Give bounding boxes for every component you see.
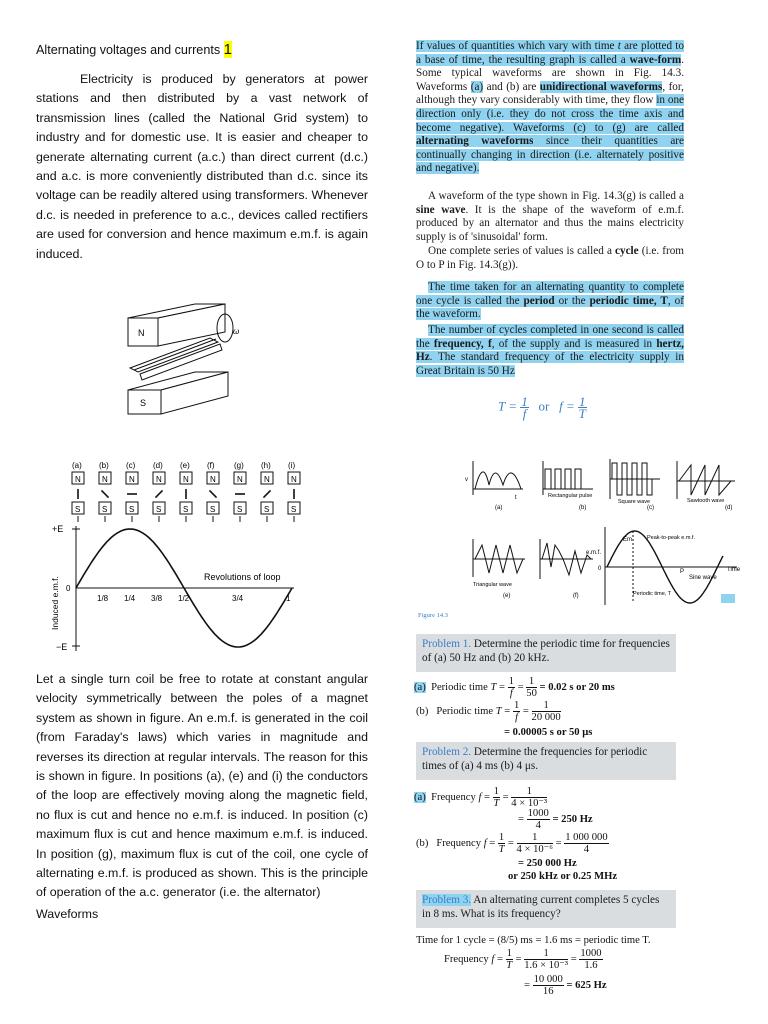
p1-b-den: 20 000 — [531, 712, 561, 723]
rect-pulse-label: Rectangular pulse — [548, 493, 593, 499]
revolution-tick-label: 1/8 — [97, 594, 109, 603]
waveform-label: (b) — [579, 505, 587, 511]
position-label: (d) — [153, 461, 163, 470]
triangular-label: Triangular wave — [473, 582, 512, 588]
sawtooth-label: Sawtooth wave — [687, 498, 725, 504]
s-pole-letter: S — [264, 505, 270, 514]
problem-3-text: An alternating current completes 5 cycles in 8 ms. What is its frequency? — [422, 894, 660, 920]
induced-emf-label: Induced e.m.f. — [50, 576, 60, 630]
formula-eq-2: = — [566, 398, 575, 414]
p1-span: unidirectional waveforms — [539, 80, 663, 93]
s-pole-letter: S — [129, 505, 135, 514]
p3-n3: 10 000 — [533, 974, 563, 985]
p1-span: since their quantities are continually changing in direction (i.e. alternately positive and negative). — [416, 135, 684, 175]
p1-span: If values of quantities which vary with time — [416, 40, 618, 52]
formula-frac-1 — [520, 396, 529, 419]
p3-d2: 1.6 — [584, 960, 598, 971]
revolution-tick-label: 1/4 — [124, 594, 136, 603]
p-label: P — [680, 569, 685, 575]
waveform-label: (c) — [647, 505, 654, 511]
problem-1-head: Problem 1. — [422, 638, 472, 650]
problem-2-box — [416, 742, 676, 780]
s-pole-letter: S — [291, 505, 297, 514]
problem-2-b-result-1: = 250 000 Hz — [518, 858, 577, 869]
coil-loop — [155, 490, 162, 497]
omega-label: ω — [233, 327, 240, 336]
periodic-label: Periodic time, T — [633, 591, 672, 597]
p1-b-label: (b) — [416, 705, 429, 717]
n-pole-letter: N — [291, 475, 297, 484]
position-label: (f) — [207, 461, 215, 470]
p2-a-label: (a) — [414, 791, 426, 803]
n-pole-letter: N — [264, 475, 270, 484]
p2-a-den: 4 × 10⁻³ — [511, 798, 548, 809]
formula-f: f — [559, 398, 563, 414]
p3-span: cycle — [615, 245, 639, 257]
formula-frac-2 — [578, 396, 587, 419]
p3-span: One complete series of values is called a — [428, 245, 616, 257]
p5-span: hertz, Hz — [416, 337, 684, 364]
waveforms-heading: Waveforms — [36, 907, 99, 921]
p3-d1: 1.6 × 10⁻³ — [524, 960, 569, 971]
emf-generation-graph — [44, 456, 324, 656]
p1-a-result: = 0.02 s or 20 ms — [539, 681, 615, 693]
p2-a-fq: Frequency — [431, 791, 476, 803]
problem-2-a: (a) Frequency f = $\frac{1}{T}$ = $\frac{1}{\text{4 × 10⁻³}}$ — [414, 786, 548, 809]
problem-1-b: (b) Periodic time T = $\frac{1}{f}$ = $\frac{1}{20 000}$ — [416, 700, 561, 723]
p1-span: and (b) are — [483, 80, 540, 93]
p3-d3: 16 — [542, 986, 554, 997]
square-wave-label: Square wave — [618, 499, 651, 505]
p2-b-label: (b) — [416, 837, 429, 849]
n-pole-letter: N — [129, 475, 135, 484]
formula-or: or — [538, 398, 550, 414]
problem-1-text: Determine the periodic time for frequencies of (a) 50 Hz and (b) 20 kHz. — [422, 638, 670, 664]
p1-span: t — [617, 40, 621, 52]
waveform-label: (e) — [503, 593, 511, 599]
position-label: (b) — [99, 461, 109, 470]
p3-n2: 1000 — [580, 948, 602, 959]
p1-a-pt: Periodic time — [431, 681, 488, 693]
n-pole-letter: N — [237, 475, 243, 484]
cycle-paragraph — [416, 245, 684, 272]
p2-span: . It is the shape of the waveform of e.m.f. produced by an alternator and thus the mains electricity supply is of 'sinusoidal' form. — [416, 203, 684, 243]
s-pole-label: S — [140, 398, 147, 408]
p2-a-d2: 4 — [535, 820, 541, 831]
p4-span: , of the waveform. — [416, 294, 684, 321]
title-text: Alternating voltages and currents — [36, 43, 221, 57]
problem-2-text: Determine the frequencies for periodic times of (a) 4 ms (b) 4 μs. — [422, 746, 648, 772]
ptp-label: Peak-to-peak e.m.f. — [647, 535, 695, 541]
revolution-tick-label: 3/4 — [232, 594, 244, 603]
p2-span: sine wave — [416, 203, 466, 216]
p1-b-pt: Periodic time — [436, 705, 494, 717]
position-label: (g) — [234, 461, 244, 470]
waveform-label: (a) — [495, 505, 503, 511]
problem-3-calc: Frequency f = $\frac{1}{T}$ = $\frac{1}{\text{1.6 × 10⁻³}}$ = $\frac{1000}{1.6}$ — [444, 948, 602, 971]
plus-e-label: +E — [52, 524, 64, 534]
coil-loop — [101, 490, 108, 497]
p1-a-label: (a) — [414, 681, 426, 693]
p5-span: The number of cycles completed in one second is called the — [416, 324, 684, 350]
frequency-paragraph — [416, 324, 684, 378]
waveform-label: (d) — [725, 505, 733, 511]
n-pole-label: N — [138, 328, 145, 338]
p1-a-den: 50 — [526, 688, 537, 699]
fig-v-label: v — [465, 477, 468, 483]
p2-b-d2: 4 — [583, 844, 590, 855]
p1-span: are plotted to a base of time, the resulting graph is called a — [416, 40, 685, 66]
revolution-tick-label: 3/8 — [151, 594, 163, 603]
period-paragraph — [416, 281, 684, 322]
time-label: Time — [727, 567, 741, 573]
coil-loop — [209, 490, 216, 497]
s-pole-letter: S — [183, 505, 189, 514]
position-label: (i) — [288, 461, 296, 470]
problem-1-box — [416, 634, 676, 672]
zero-label: 0 — [66, 584, 71, 593]
n-pole-letter: N — [183, 475, 189, 484]
revolutions-label: Revolutions of loop — [204, 572, 281, 582]
p1-span: . Some typical waveforms are shown in Fig. 14.3. Waveforms — [416, 53, 684, 93]
problem-3-box — [416, 890, 676, 928]
sine-wave-label: Sine wave — [689, 575, 717, 581]
p3-span: (i.e. from O to P in Fig. 14.3(g)). — [416, 245, 684, 271]
frac-num: 1 — [521, 394, 528, 409]
coil-loop — [263, 490, 270, 497]
problem-3-result: = $\frac{10 000}{16}$ = 625 Hz — [524, 974, 607, 997]
figure-caption: Figure 14.3 — [418, 612, 448, 619]
minus-e-label: −E — [56, 642, 68, 652]
em-label: Em — [623, 537, 632, 543]
p1-span: (a) — [470, 80, 484, 93]
n-pole-letter: N — [156, 475, 162, 484]
position-label: (a) — [72, 461, 82, 470]
problem-3-head: Problem 3. — [422, 894, 472, 906]
p4-span: periodic time, T — [589, 294, 668, 307]
position-label: (e) — [180, 461, 190, 470]
period-formula — [498, 396, 587, 419]
p2-b-fq: Frequency — [436, 837, 482, 849]
problem-1-a: (a) Periodic time T = $\frac{1}{f}$ = $\frac{1}{50}$ = 0.02 s or 20 ms — [414, 676, 615, 699]
formula-T: T — [498, 398, 505, 414]
revolution-tick-label: 1/2 — [178, 594, 190, 603]
formula-eq: = — [508, 398, 518, 414]
generator-magnet-figure — [100, 298, 275, 428]
p1-span: alternating waveforms — [416, 135, 534, 148]
p5-span: , of the supply and is measured in — [491, 337, 657, 350]
p5-span: . The standard frequency of the electricity supply in Great Britain is 50 Hz — [416, 351, 684, 377]
p2-span: A waveform of the type shown in Fig. 14.3(g) is called a — [428, 190, 684, 202]
problem-3-line-1: Time for 1 cycle = (8/5) ms = 1.6 ms = periodic time T. — [416, 935, 651, 946]
problem-2-a-2: = $\frac{1000}{4}$ = 250 Hz — [518, 808, 593, 831]
p2-a-n2: 1000 — [527, 808, 549, 819]
s-pole-letter: S — [102, 505, 108, 514]
fig-t-label: t — [515, 495, 517, 501]
n-pole-letter: N — [210, 475, 216, 484]
origin-label: 0 — [598, 566, 602, 572]
frac-den-2: T — [578, 406, 586, 421]
p4-span: The time taken for an alternating quantity to complete one cycle is called the — [416, 281, 684, 307]
problem-1-b-result: = 0.00005 s or 50 μs — [504, 727, 593, 738]
frac-num-2: 1 — [579, 394, 586, 409]
s-pole-letter: S — [237, 505, 243, 514]
s-pole-letter: S — [156, 505, 162, 514]
position-label: (h) — [261, 461, 271, 470]
p1-span: , for, although they vary considerably with time, they flow — [416, 80, 684, 107]
problem-2-b-result-2: or 250 kHz or 0.25 MHz — [508, 871, 618, 882]
frac-den: f — [522, 406, 527, 421]
p1-span: in one direction only (i.e. they do not cross the time axis and become negative). Waveforms (c) to (g) are called — [416, 94, 684, 134]
title-number: 1 — [223, 41, 232, 58]
page-title — [36, 40, 232, 60]
revolution-tick-label: 1 — [286, 594, 291, 603]
n-pole-letter: N — [75, 475, 81, 484]
p2-b-n2: 1 000 000 — [565, 832, 608, 843]
p3-result: = 625 Hz — [566, 979, 607, 991]
waveforms-figure — [455, 455, 745, 625]
p5-span: frequency, f — [433, 337, 492, 350]
p4-span: or the — [554, 294, 590, 307]
p4-span: period — [523, 294, 555, 307]
p1-span: wave-form — [629, 53, 682, 66]
s-pole-letter: S — [75, 505, 81, 514]
p3-fq: Frequency — [444, 953, 489, 965]
sine-wave-paragraph — [416, 190, 684, 244]
problem-2-b: (b) Frequency f = $\frac{1}{T}$ = $\frac{1}{\text{4 × 10⁻⁶}}$ = $\frac{1 000 000}{4}$ — [416, 832, 608, 855]
s-pole-letter: S — [210, 505, 216, 514]
waveform-label: (f) — [573, 593, 579, 599]
waveform-paragraph-1 — [416, 40, 684, 176]
p2-b-den: 4 × 10⁻⁶ — [516, 844, 553, 855]
intro-paragraph: Electricity is produced by generators at power stations and then distributed by a vast network of transmission lines (called the National Grid system) to industry and for domestic use. It is easier and cheaper to generate alternating current (a.c.) than direct current (d.c.) and a.c. is more conveniently distributed than d.c. since its voltage can be readily altered using transformers. Whenever d.c. is needed in preference to a.c., devices called rectifiers are used for conversion and hence maximum e.m.f. is again induced. — [36, 72, 368, 261]
p2-a-result: = 250 Hz — [552, 813, 593, 825]
problem-2-head: Problem 2. — [422, 746, 472, 758]
position-label: (c) — [126, 461, 136, 470]
emf-label: e.m.f. — [586, 550, 602, 556]
n-pole-letter: N — [102, 475, 108, 484]
coil-paragraph: Let a single turn coil be free to rotate at constant angular velocity symmetrically between the poles of a magnet system as shown in figure. An e.m.f. is generated in the coil (from Faraday's laws) which varies in magnitude and reverses its direction at regular intervals. The reason for this is shown in figure. In positions (a), (e) and (i) the conductors of the loop are effectively moving along the magnetic field, no flux is cut and hence no e.m.f. is induced. In position (c) maximum flux is cut and hence maximum e.m.f. is induced. In position (g), maximum flux is cut of the coil, one cycle of alternating e.m.f. is produced as shown. This is the principle of operation of the a.c. generator (i.e. the alternator) — [36, 672, 368, 900]
